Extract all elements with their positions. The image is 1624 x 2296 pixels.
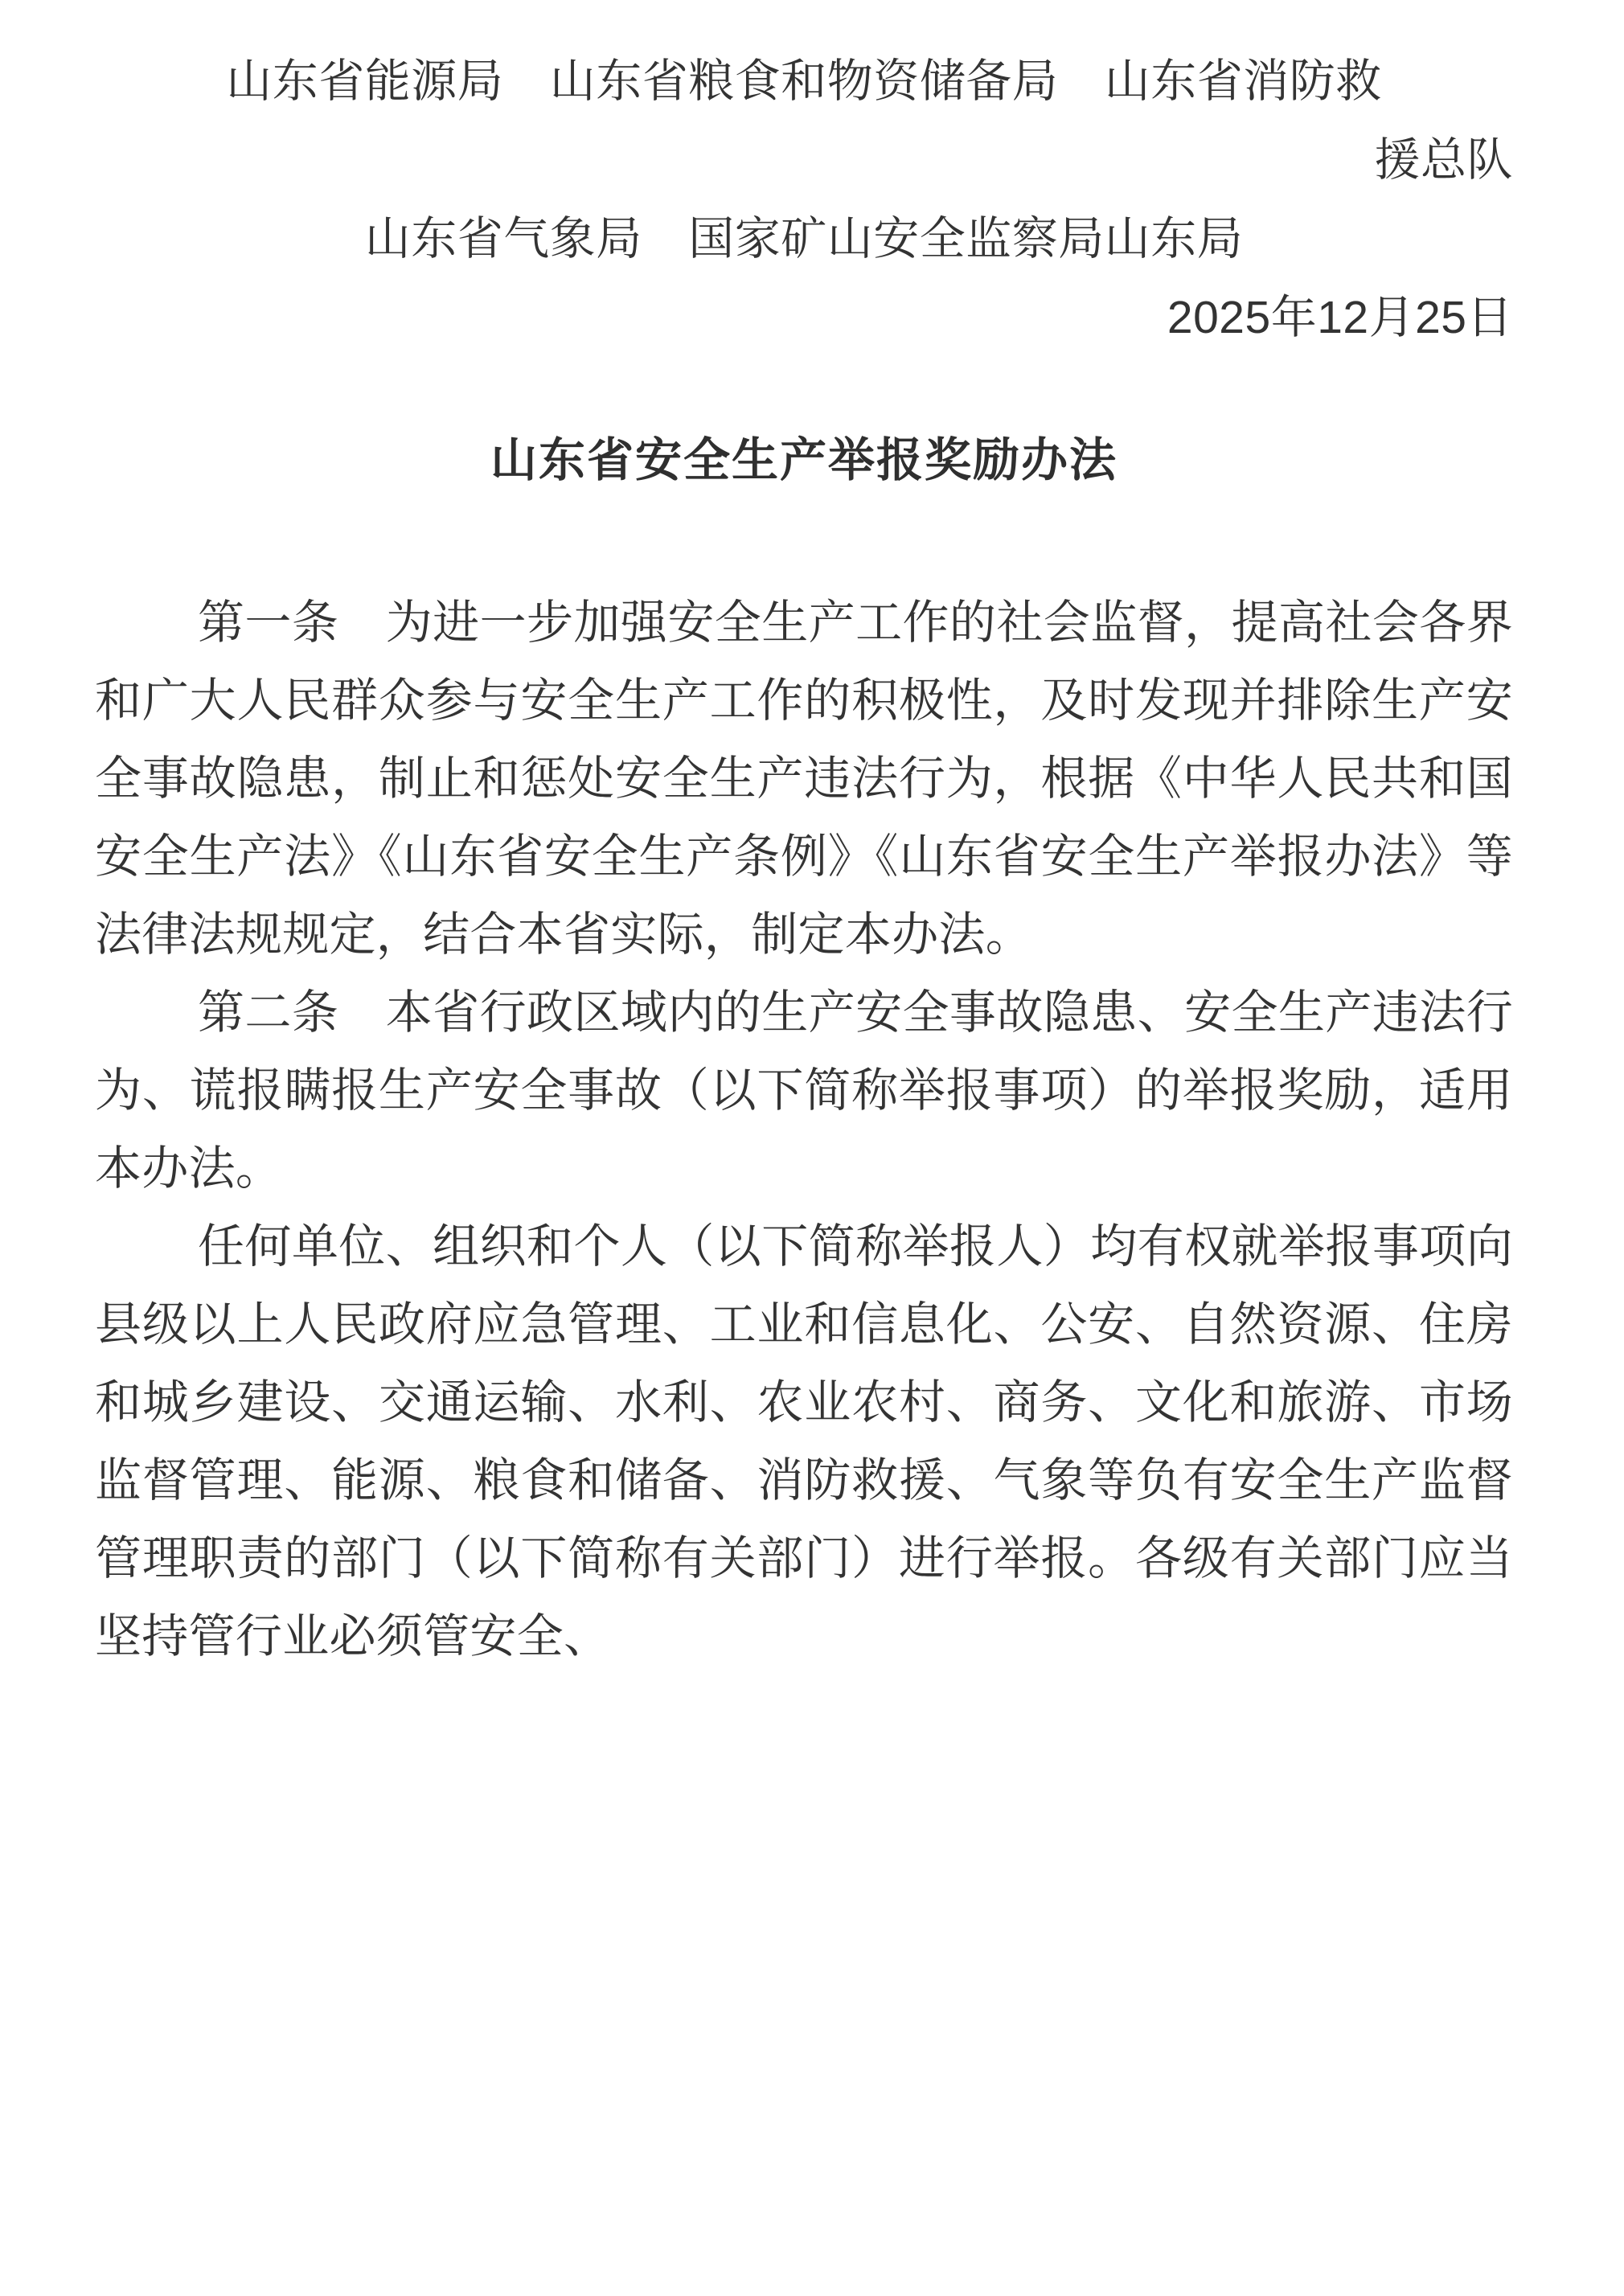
issuer-line-3: 山东省气象局 国家矿山安全监察局山东局	[364, 213, 1244, 264]
issuer-line-1: 山东省能源局 山东省粮食和物资储备局 山东省消防救	[226, 55, 1382, 107]
page-title: 山东省安全生产举报奖励办法	[490, 434, 1118, 486]
document-body	[95, 584, 1513, 1675]
article-paragraph: 任何单位、组织和个人（以下简称举报人）均有权就举报事项向县级以上人民政府应急管理、工业和信息化、公安、自然资源、住房和城乡建设、交通运输、水利、农业农村、商务、文化和旅游、市场监督管理、能源、粮食和储备、消防救援、气象等负有安全生产监督管理职责的部门（以下简称有关部门）进行举报。各级有关部门应当坚持管行业必须管安全、	[95, 1220, 1513, 1663]
issue-date: 2025年12月25日	[1167, 292, 1513, 343]
page-content	[95, 0, 1513, 1675]
issuing-agency-block	[95, 0, 1513, 357]
article-paragraph: 第一条 为进一步加强安全生产工作的社会监督，提高社会各界和广大人民群众参与安全生产工作的积极性，及时发现并排除生产安全事故隐患，制止和惩处安全生产违法行为，根据《中华人民共和国安全生产法》《山东省安全生产条例》《山东省安全生产举报办法》等法律法规规定，结合本省实际，制定本办法。	[95, 597, 1513, 961]
issuer-line-2: 援总队	[1374, 134, 1513, 186]
article-paragraph: 第二条 本省行政区域内的生产安全事故隐患、安全生产违法行为、谎报瞒报生产安全事故（以下简称举报事项）的举报奖励，适用本办法。	[95, 986, 1513, 1195]
